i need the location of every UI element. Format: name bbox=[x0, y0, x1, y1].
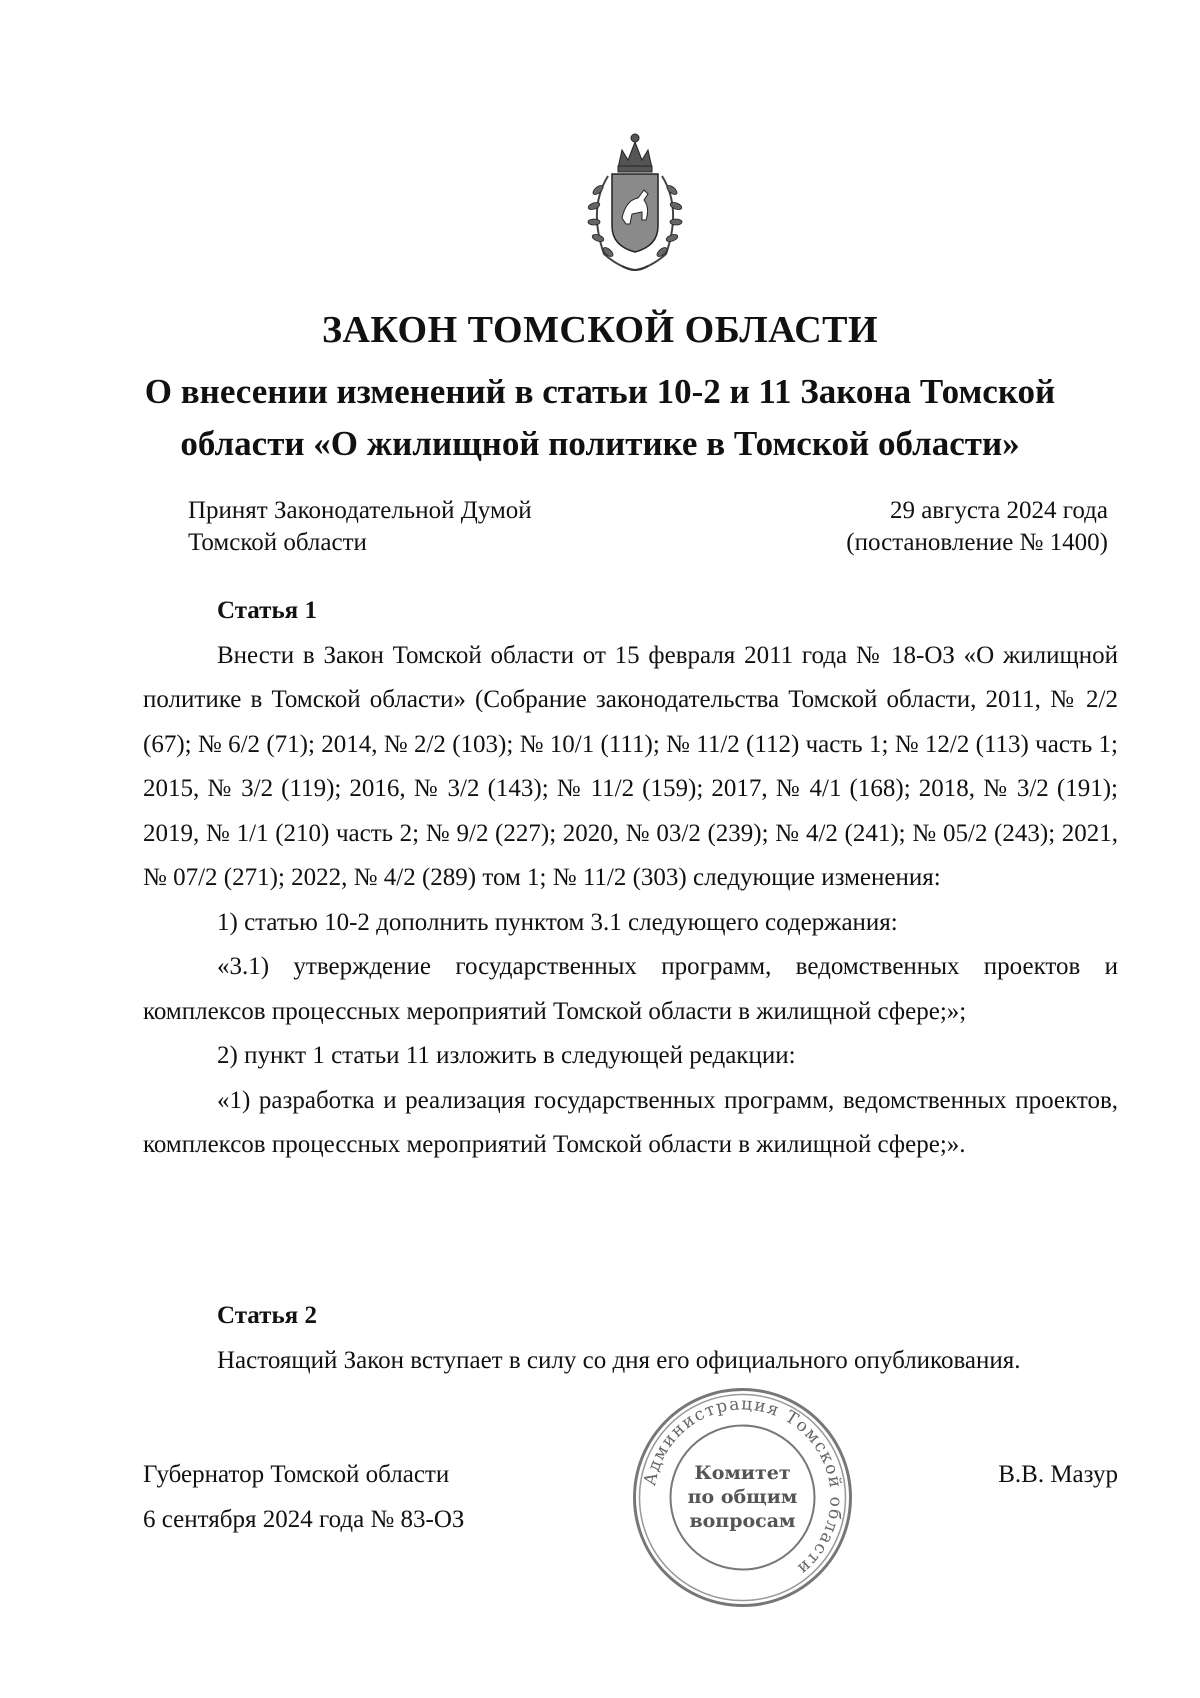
article-1-item-2-text: «1) разработка и реализация государственных программ, ведомственных проектов, комплексов процессных мероприятий Томской области в жилищной сфере;». bbox=[143, 1086, 1118, 1158]
signatory-position: Губернатор Томской области bbox=[143, 1461, 450, 1488]
subtitle-line-2: области «О жилищной политике в Томской области» bbox=[180, 424, 1020, 463]
stamp-center-line-1: Комитет bbox=[694, 1462, 791, 1484]
article-2-heading: Статья 2 bbox=[217, 1302, 317, 1329]
article-1-item-1-text: «3.1) утверждение государственных программ, ведомственных проектов и комплексов процессных мероприятий Томской области в жилищной сфере;»; bbox=[143, 953, 1118, 1025]
article-1-heading: Статья 1 bbox=[217, 597, 317, 624]
article-2-paragraph: Настоящий Закон вступает в силу со дня его официального опубликования. bbox=[217, 1346, 1021, 1374]
article-1-item-1: 1) статью 10-2 дополнить пунктом 3.1 следующего содержания: bbox=[217, 908, 898, 936]
signature-block bbox=[143, 1452, 464, 1542]
article-2 bbox=[143, 1294, 1118, 1383]
article-1 bbox=[143, 589, 1118, 1168]
adoption-resolution-line: (постановление № 1400) bbox=[846, 529, 1108, 556]
adoption-date-line: 29 августа 2024 года bbox=[889, 497, 1108, 524]
adoption-date bbox=[846, 495, 1108, 559]
coat-of-arms-icon bbox=[560, 128, 710, 278]
adoption-body-line-2: Томской области bbox=[188, 529, 367, 556]
adoption-body-line-1: Принят Законодательной Думой bbox=[188, 497, 532, 524]
stamp-center-line-3: вопросам bbox=[689, 1510, 796, 1532]
document-subtitle bbox=[0, 366, 1200, 470]
article-1-paragraph: Внести в Закон Томской области от 15 февраля 2011 года № 18-ОЗ «О жилищной политике в Томской области» (Собрание законодательства Томской области, 2011, № 2/2 (67); № 6/2 (71); 2014, № 2/2 (103); № 10/1 (111); № 11/2 (112) часть 1; № 12/2 (113) часть 1; 2015, № 3/2 (119); 2016, № 3/2 (143); № 11/2 (159); 2017, № 4/1 (168); 2018, № 3/2 (191); 2019, № 1/1 (210) часть 2; № 9/2 (227); 2020, № 03/2 (239); № 4/2 (241); № 05/2 (243); 2021, № 07/2 (271); 2022, № 4/2 (289) том 1; № 11/2 (303) следующие изменения: bbox=[143, 641, 1118, 891]
document-title: ЗАКОН ТОМСКОЙ ОБЛАСТИ bbox=[321, 309, 879, 351]
official-stamp-icon bbox=[630, 1385, 855, 1610]
stamp-center-line-2: по общим bbox=[687, 1486, 798, 1508]
adoption-body bbox=[188, 495, 532, 559]
article-1-item-2: 2) пункт 1 статьи 11 изложить в следующей редакции: bbox=[217, 1042, 796, 1069]
subtitle-line-1: О внесении изменений в статьи 10-2 и 11 Закона Томской bbox=[144, 372, 1056, 411]
stamp-ring-text: Администрация Томской области bbox=[640, 1394, 846, 1580]
signatory-name: В.В. Мазур bbox=[998, 1461, 1118, 1488]
law-date-number: 6 сентября 2024 года № 83-ОЗ bbox=[143, 1506, 465, 1533]
